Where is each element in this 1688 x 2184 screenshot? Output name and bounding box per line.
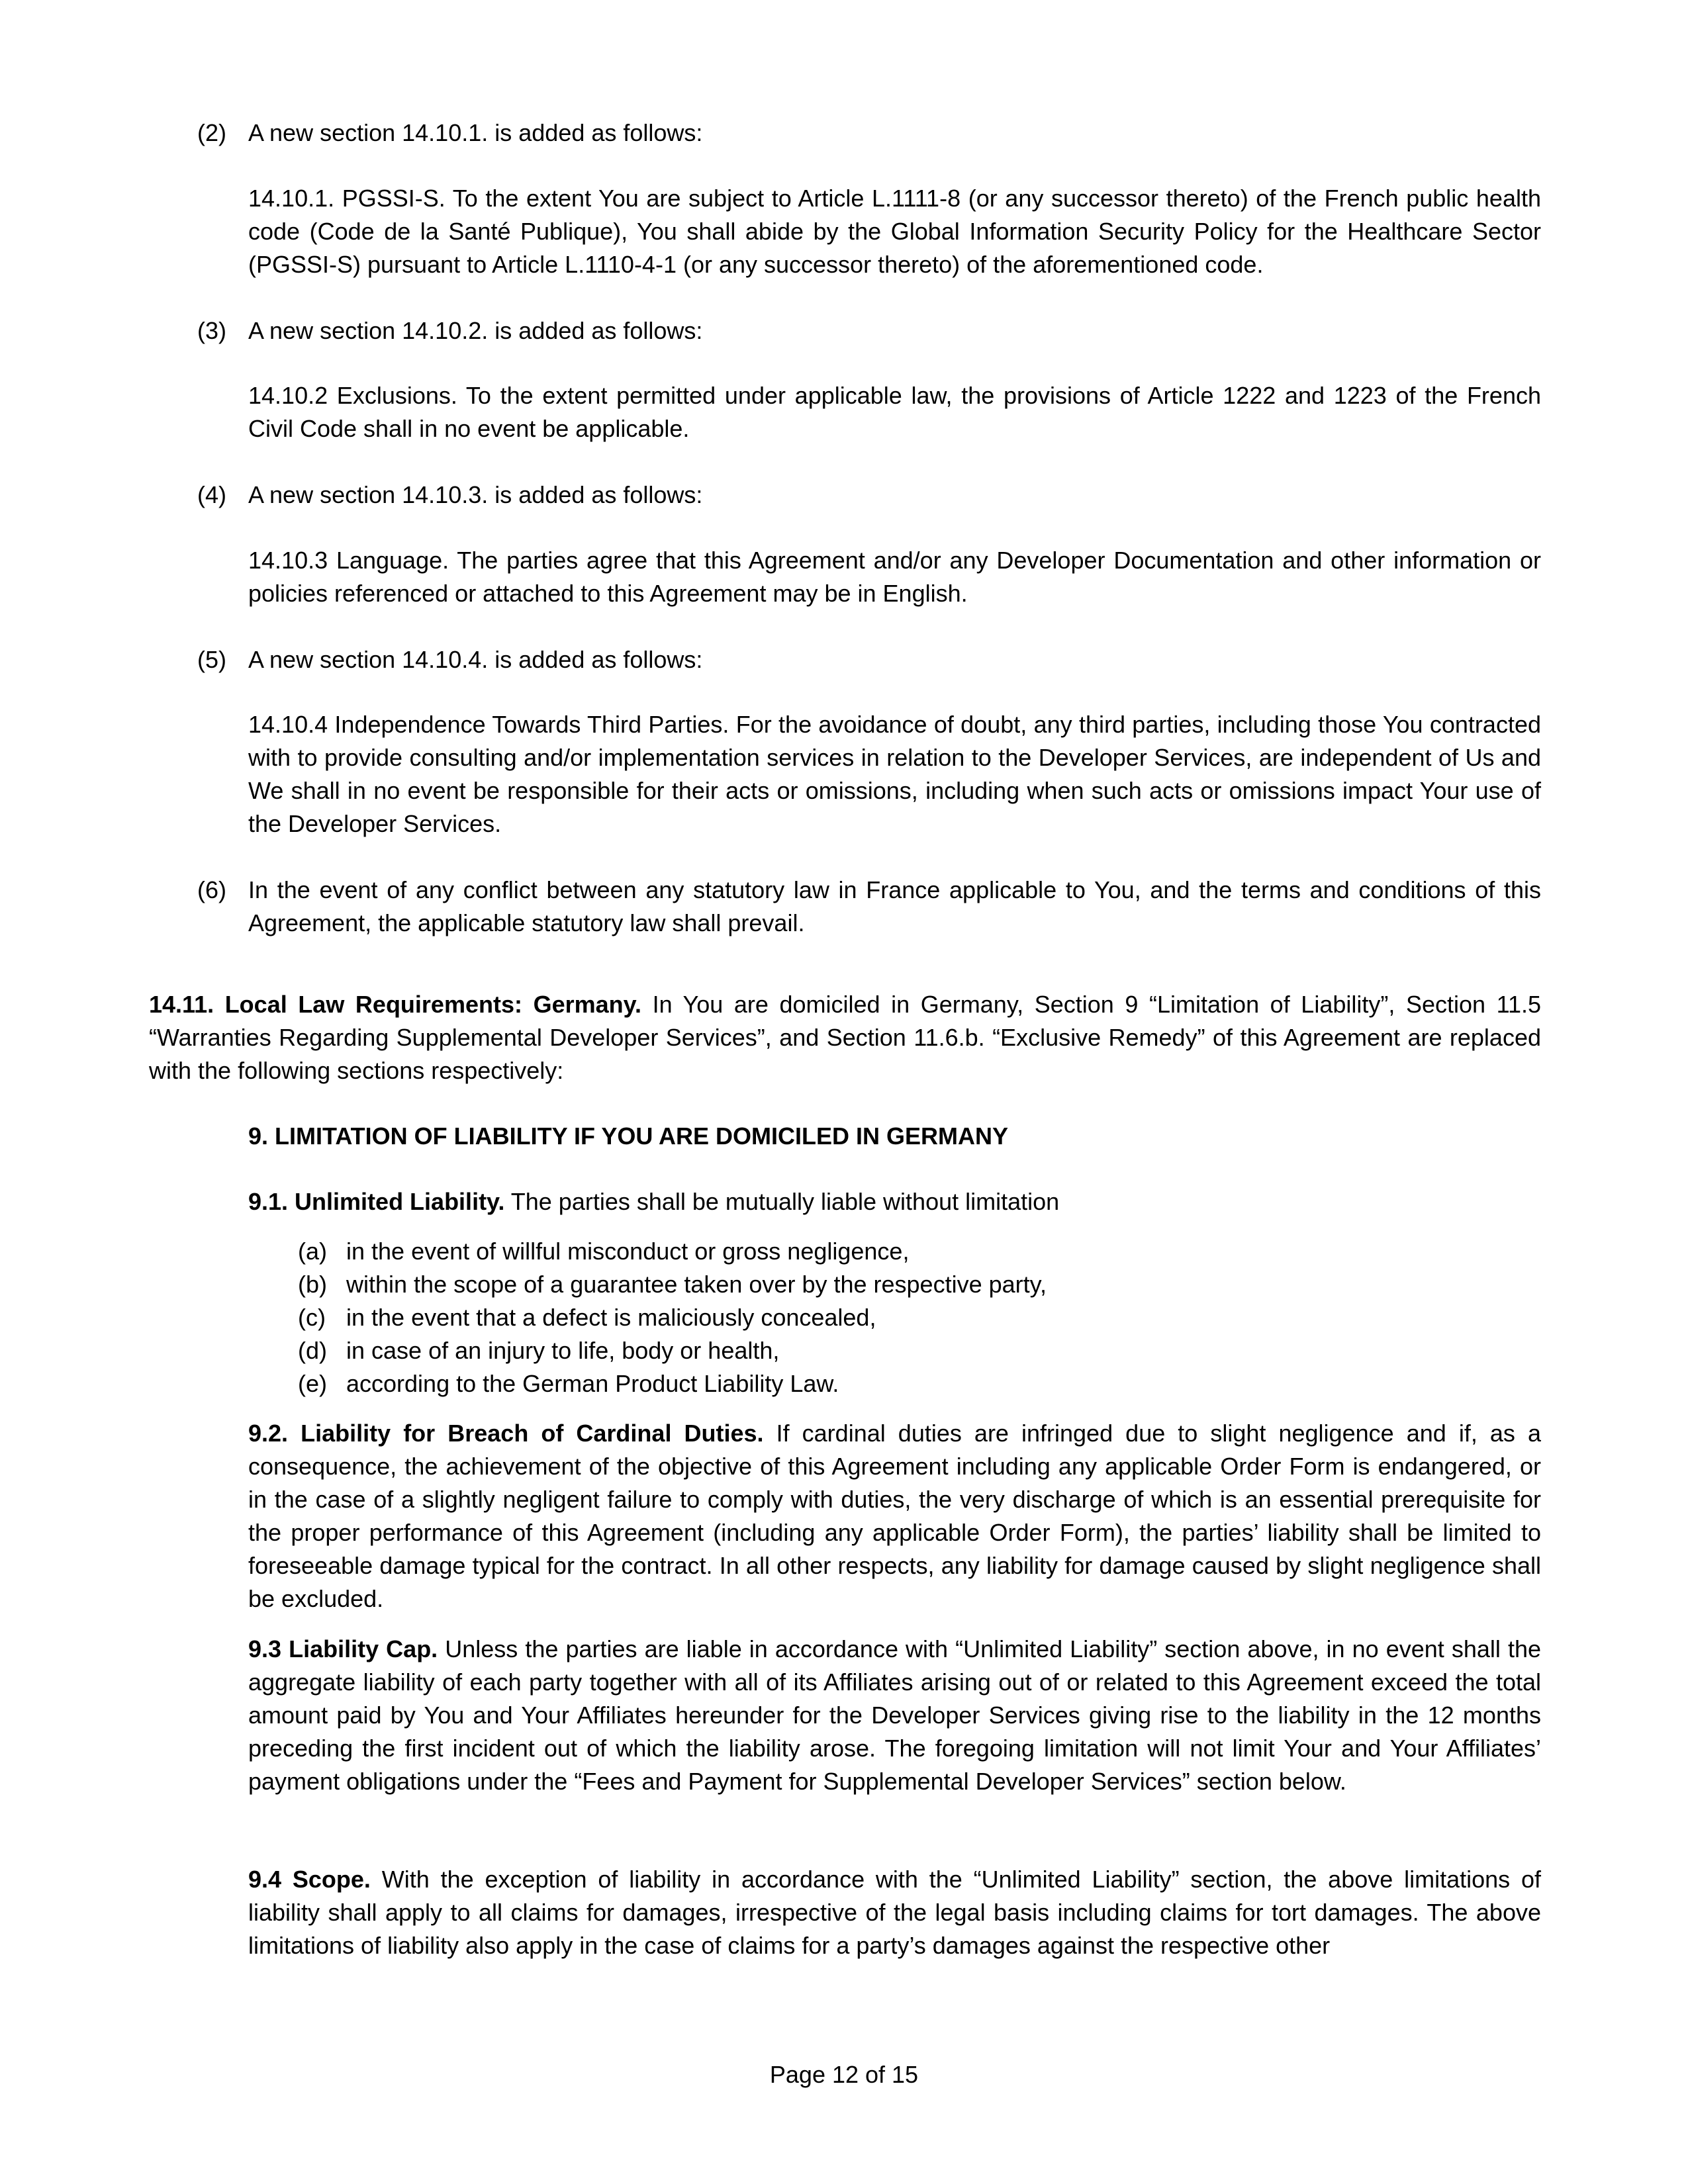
- list-item: [298, 1367, 1541, 1400]
- section-9-1-list: [298, 1235, 1541, 1400]
- list-item-5: [197, 643, 1541, 676]
- list-item-3: [197, 314, 1541, 347]
- list-item-intro: A new section 14.10.4. is added as follows:: [248, 646, 703, 673]
- list-item: [298, 1334, 1541, 1367]
- list-item-intro: A new section 14.10.2. is added as follows:: [248, 317, 703, 344]
- section-9-title: 9. LIMITATION OF LIABILITY IF YOU ARE DOMICILED IN GERMANY: [248, 1122, 1009, 1150]
- section-14-10-2-text: 14.10.2 Exclusions. To the extent permitted under applicable law, the provisions of Article 1222 and 1223 of the French Civil Code shall in no event be applicable.: [248, 382, 1541, 442]
- list-item-text: according to the German Product Liability Law.: [346, 1370, 839, 1397]
- list-marker: (e): [298, 1370, 327, 1397]
- list-marker: (5): [197, 646, 226, 673]
- list-item-text: in the event of willful misconduct or gross negligence,: [346, 1238, 910, 1265]
- list-marker: (3): [197, 317, 226, 344]
- section-9-1-text: The parties shall be mutually liable without limitation: [504, 1188, 1060, 1215]
- section-14-11: [149, 988, 1541, 1087]
- list-item-4: [197, 478, 1541, 512]
- list-item: [298, 1301, 1541, 1334]
- section-9-3-text: Unless the parties are liable in accordance with “Unlimited Liability” section above, in no event shall the aggregate liability of each party together with all of its Affiliates arising out of or related to this Agreement exceed the total amount paid by You and Your Affiliates hereunder for the Developer Services giving rise to the liability in the 12 months preceding the first incident out of which the liability arose. The foregoing limitation will not limit Your and Your Affiliates’ payment obligations under the “Fees and Payment for Supplemental Developer Services” section below.: [248, 1635, 1541, 1795]
- section-9-4-heading: 9.4 Scope.: [248, 1866, 371, 1893]
- list-marker: (d): [298, 1337, 327, 1364]
- list-marker: (4): [197, 481, 226, 508]
- list-marker: (a): [298, 1238, 327, 1265]
- list-marker: (6): [197, 876, 226, 903]
- section-14-11-text: In You are domiciled in Germany, Section 9 “Limitation of Liability”, Section 11.5 “Warranties Regarding Supplemental Developer Services”, and Section 11.6.b. “Exclusive Remedy” of this Agreement are replaced with the following sections respectively:: [149, 991, 1542, 1084]
- section-9-3-heading: 9.3 Liability Cap.: [248, 1635, 438, 1662]
- section-14-10-1-text: 14.10.1. PGSSI-S. To the extent You are subject to Article L.1111-8 (or any successor thereto) of the French public health code (Code de la Santé Publique), You shall abide by the Global Information Security Policy for the Healthcare Sector (PGSSI-S) pursuant to Article L.1110-4-1 (or any successor thereto) of the aforementioned code.: [248, 185, 1541, 278]
- list-item-intro: A new section 14.10.3. is added as follows:: [248, 481, 703, 508]
- list-item: [298, 1235, 1541, 1268]
- section-9-2: [248, 1417, 1541, 1615]
- list-item-2: [197, 116, 1541, 150]
- list-item-6: [197, 874, 1541, 940]
- section-9-3: [248, 1633, 1541, 1798]
- list-marker: (2): [197, 119, 226, 146]
- list-item-text: In the event of any conflict between any statutory law in France applicable to You, and the terms and conditions of this Agreement, the applicable statutory law shall prevail.: [248, 876, 1541, 936]
- list-marker: (b): [298, 1271, 327, 1298]
- list-marker: (c): [298, 1304, 326, 1331]
- section-9-title-block: [248, 1120, 1541, 1153]
- list-item-text: in the event that a defect is maliciously concealed,: [346, 1304, 876, 1331]
- section-9-4: [248, 1863, 1541, 1962]
- section-9-2-heading: 9.2. Liability for Breach of Cardinal Duties.: [248, 1420, 764, 1447]
- section-9-2-text: If cardinal duties are infringed due to slight negligence and if, as a consequence, the achievement of the objective of this Agreement including any applicable Order Form is endangered, or in the case of a slightly negligent failure to comply with duties, the very discharge of which is an essential prerequisite for the proper performance of this Agreement (including any applicable Order Form), the parties’ liability shall be limited to foreseeable damage typical for the contract. In all other respects, any liability for damage caused by slight negligence shall be excluded.: [248, 1420, 1541, 1612]
- section-14-10-4-text: 14.10.4 Independence Towards Third Parties. For the avoidance of doubt, any third parties, including those You contracted with to provide consulting and/or implementation services in relation to the Developer Services, are independent of Us and We shall in no event be responsible for their acts or omissions, including when such acts or omissions impact Your use of the Developer Services.: [248, 711, 1541, 837]
- section-14-11-heading: 14.11. Local Law Requirements: Germany.: [149, 991, 641, 1018]
- list-item-intro: A new section 14.10.1. is added as follows:: [248, 119, 703, 146]
- list-item-text: within the scope of a guarantee taken over by the respective party,: [346, 1271, 1047, 1298]
- list-item-text: in case of an injury to life, body or health,: [346, 1337, 780, 1364]
- section-9-1-heading: 9.1. Unlimited Liability.: [248, 1188, 505, 1215]
- list-item: [298, 1268, 1541, 1301]
- page-number: Page 12 of 15: [769, 2061, 919, 2088]
- section-14-10-3-text: 14.10.3 Language. The parties agree that this Agreement and/or any Developer Documentation and other information or policies referenced or attached to this Agreement may be in English.: [248, 547, 1541, 607]
- section-9-4-text: With the exception of liability in accordance with the “Unlimited Liability” section, the above limitations of liability shall apply to all claims for damages, irrespective of the legal basis including claims for tort damages. The above limitations of liability also apply in the case of claims for a party’s damages against the respective other: [248, 1866, 1541, 1959]
- section-9-1: [248, 1185, 1541, 1218]
